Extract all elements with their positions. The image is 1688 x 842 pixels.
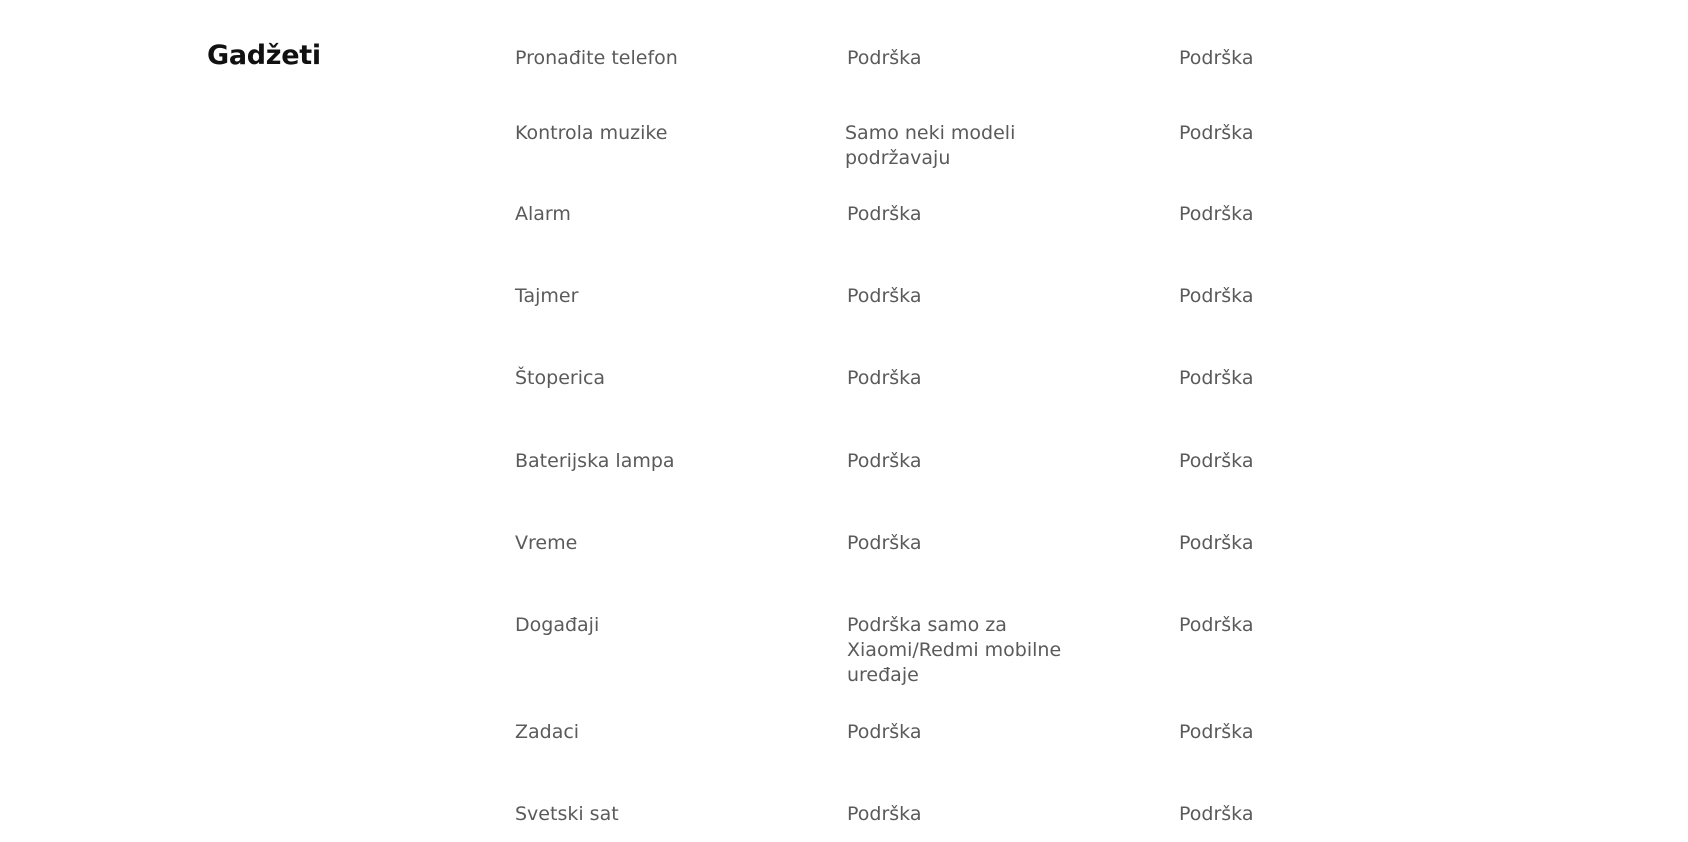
support-value: Podrška: [847, 203, 922, 225]
support-value: Podrška: [1179, 450, 1254, 472]
support-value: Podrška: [847, 47, 922, 69]
support-value: Podrška: [1179, 203, 1254, 225]
feature-name: Zadaci: [515, 721, 580, 743]
feature-name: Tajmer: [515, 285, 579, 307]
section-title: Gadžeti: [207, 40, 321, 71]
support-value: Podrška: [1179, 721, 1254, 743]
feature-name: Alarm: [515, 203, 571, 225]
support-value: Podrška: [1179, 47, 1254, 69]
support-value: Podrška: [847, 367, 922, 389]
support-value: Podrška: [847, 532, 922, 554]
feature-name: Događaji: [515, 614, 600, 636]
feature-name: Kontrola muzike: [515, 122, 668, 144]
support-value: Samo neki modeli podržavaju: [845, 122, 1016, 169]
support-value: Podrška: [847, 721, 922, 743]
feature-name: Štoperica: [515, 367, 606, 389]
support-value: Podrška: [847, 450, 922, 472]
feature-name: Vreme: [515, 532, 578, 554]
feature-name: Svetski sat: [515, 803, 619, 825]
support-value: Podrška: [1179, 122, 1254, 144]
support-value: Podrška: [1179, 367, 1254, 389]
support-value: Podrška: [1179, 285, 1254, 307]
support-value: Podrška samo za Xiaomi/Redmi mobilne uređaje: [847, 614, 1062, 686]
feature-name: Pronađite telefon: [515, 47, 678, 69]
support-value: Podrška: [1179, 803, 1254, 825]
feature-name: Baterijska lampa: [515, 450, 675, 472]
support-value: Podrška: [1179, 532, 1254, 554]
support-value: Podrška: [847, 285, 922, 307]
support-value: Podrška: [1179, 614, 1254, 636]
support-value: Podrška: [847, 803, 922, 825]
